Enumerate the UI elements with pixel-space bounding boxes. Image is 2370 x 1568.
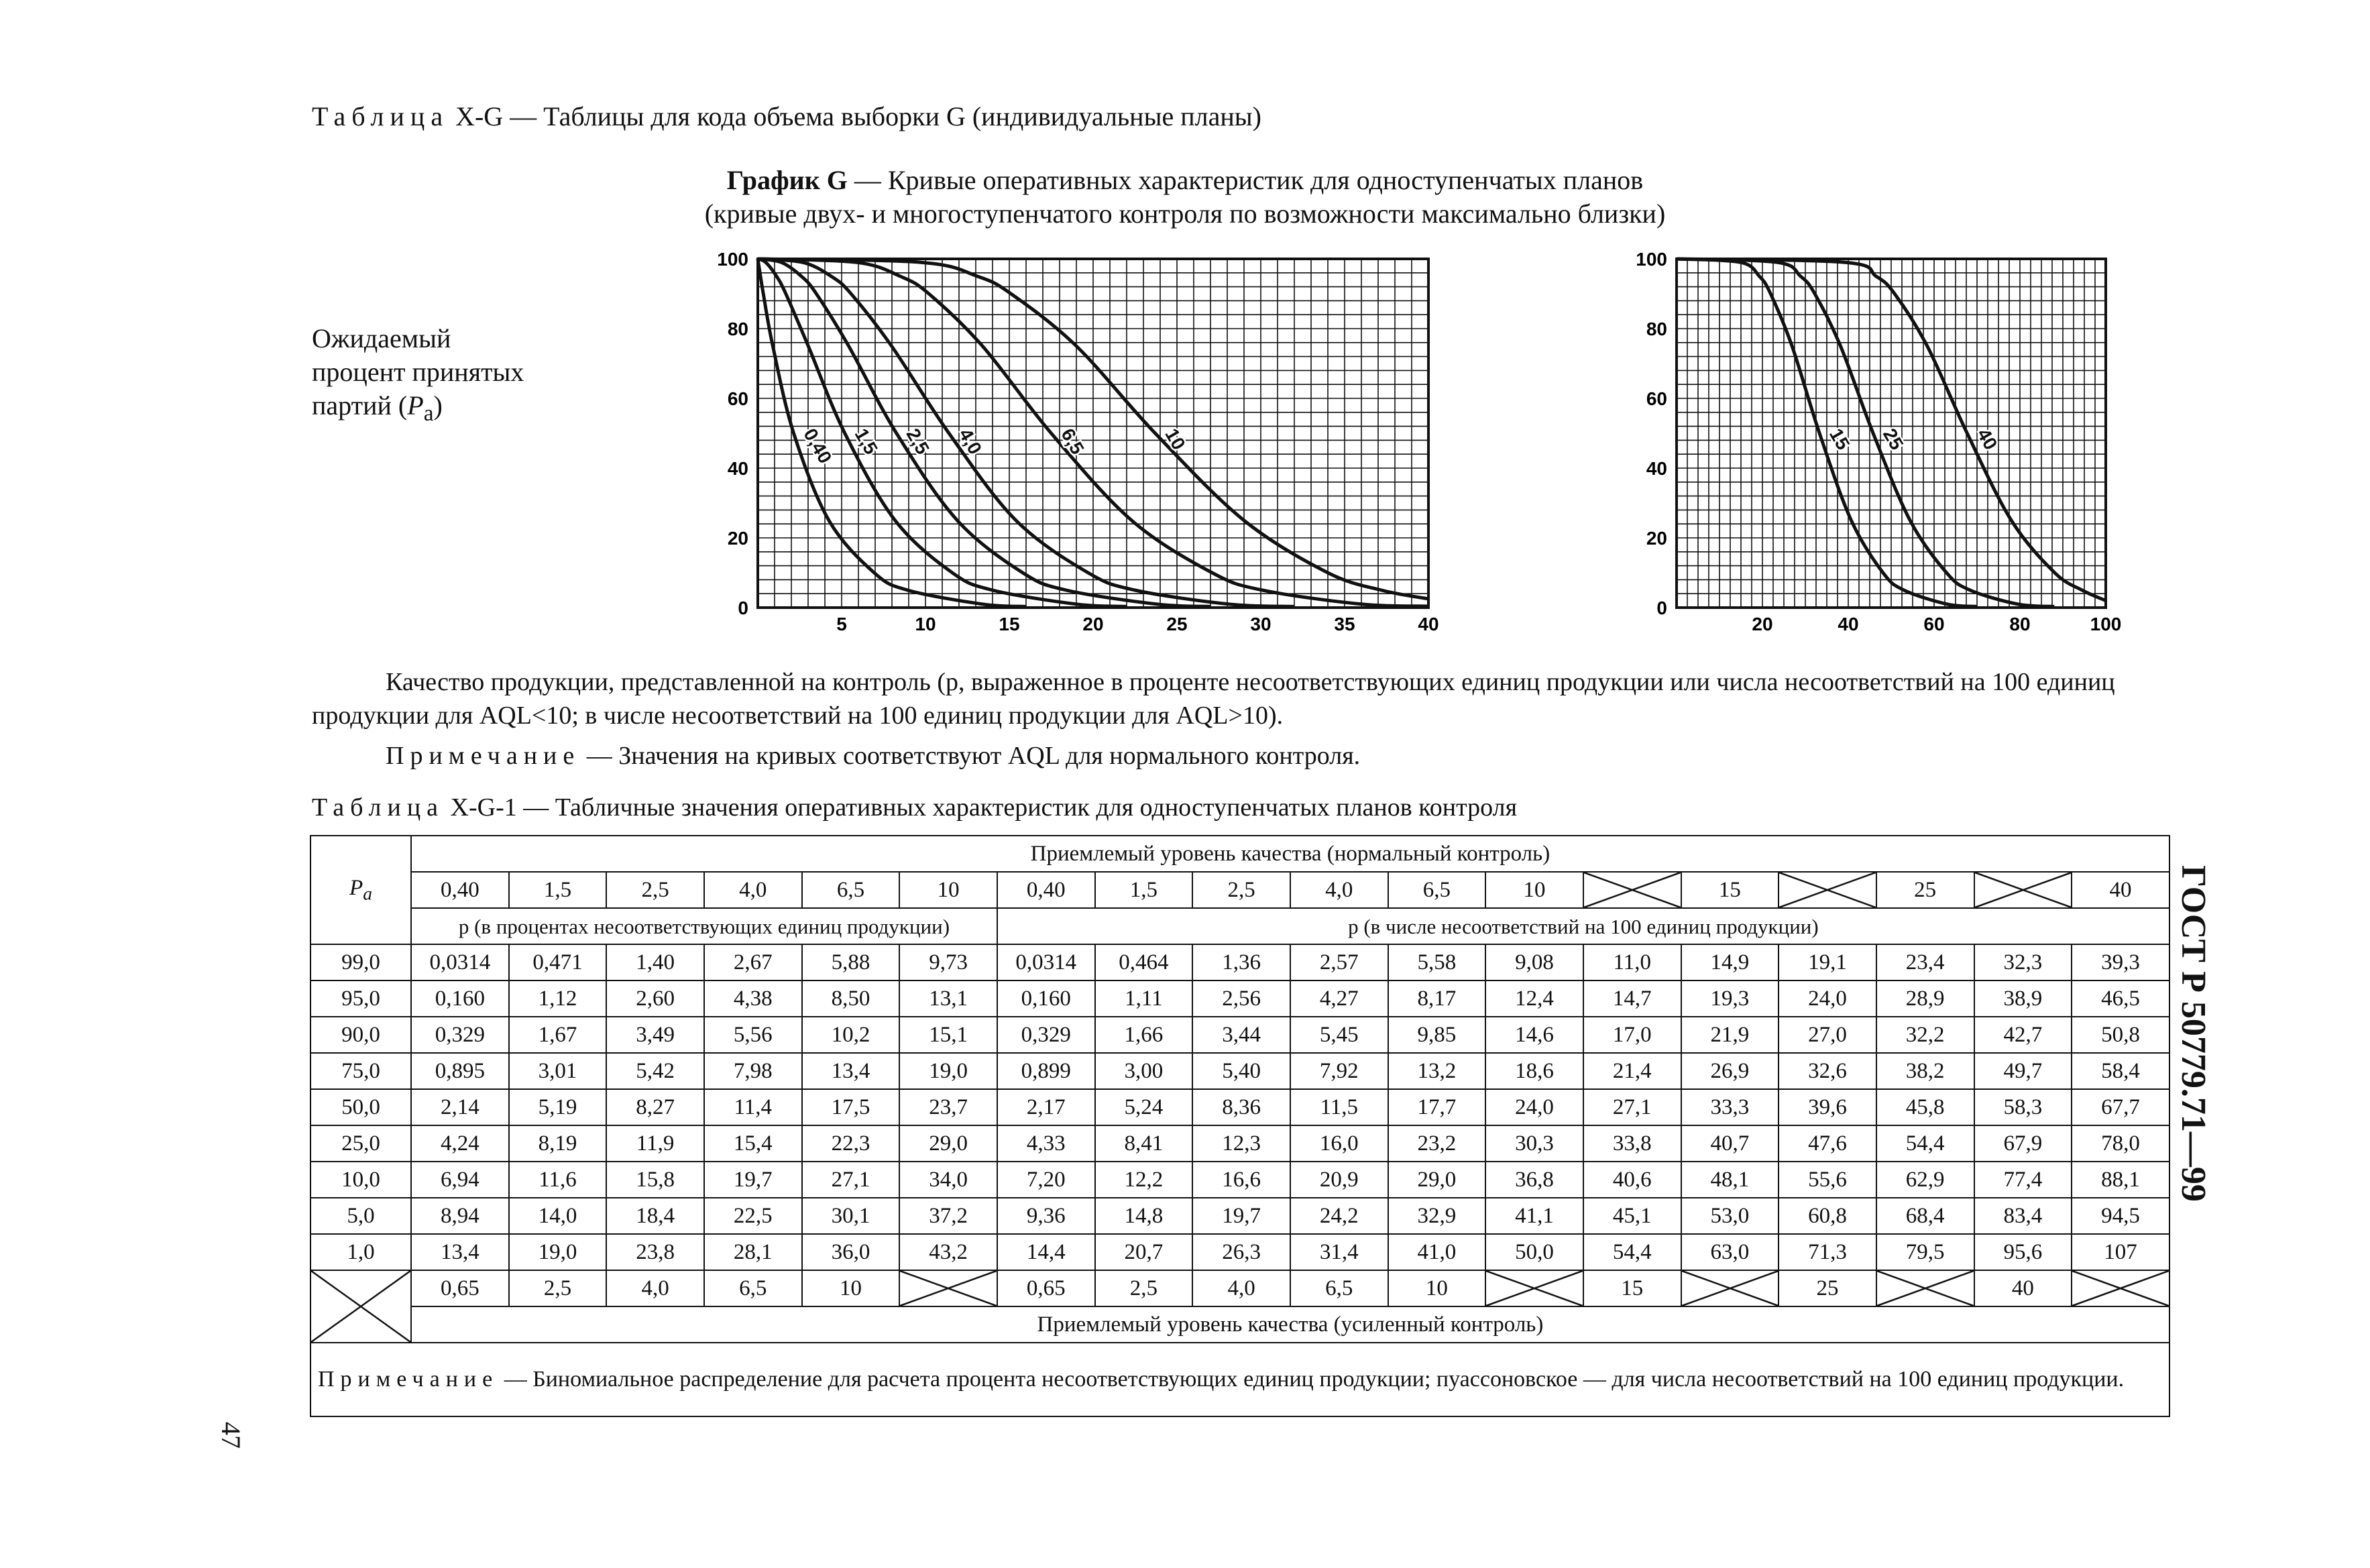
aql-normal-cell: 0,40	[411, 872, 509, 908]
p-value-cell: 7,92	[1290, 1053, 1388, 1089]
table-row	[311, 1198, 2169, 1234]
p-value-cell: 2,57	[1290, 944, 1388, 981]
aql-normal-cell: 4,0	[704, 872, 802, 908]
p-value-cell: 0,160	[997, 981, 1095, 1017]
p-value-cell: 13,2	[1388, 1053, 1486, 1089]
aql-normal-cell: 6,5	[802, 872, 900, 908]
y-tick-label: 40	[727, 458, 748, 479]
p-value-cell: 1,66	[1095, 1017, 1193, 1053]
p-value-cell: 49,7	[1974, 1053, 2072, 1089]
p-value-cell: 50,0	[1485, 1234, 1583, 1270]
oc-chart-right	[1623, 248, 2133, 651]
p-value-cell: 94,5	[2072, 1198, 2169, 1234]
p-value-cell: 12,3	[1192, 1125, 1290, 1162]
p-value-cell: 15,4	[704, 1125, 802, 1162]
p-value-cell: 8,36	[1192, 1089, 1290, 1125]
p-value-cell: 13,4	[411, 1234, 509, 1270]
x-tick-label: 25	[1166, 614, 1188, 634]
p-value-cell: 45,1	[1583, 1198, 1681, 1234]
p-value-cell: 19,7	[1192, 1198, 1290, 1234]
crossed-out-icon	[1584, 873, 1681, 907]
chart-title-line2: (кривые двух- и многоступенчатого контроля по возможности максимально близки)	[704, 199, 1666, 229]
p-value-cell: 17,5	[802, 1089, 900, 1125]
p-value-cell: 22,3	[802, 1125, 900, 1162]
pa-value: 10,0	[311, 1162, 411, 1198]
chart-title	[0, 164, 2370, 231]
aql-normal-cell: 10	[899, 872, 997, 908]
y-tick-label: 80	[727, 319, 748, 339]
y-tick-label: 100	[1636, 249, 1667, 270]
aql-tightened-cell: 25	[1779, 1270, 1876, 1306]
crossed-out-icon	[1975, 873, 2072, 907]
p-value-cell: 68,4	[1876, 1198, 1974, 1234]
curve-label: 40	[1973, 425, 2002, 453]
aql-normal-cell: 10	[1485, 872, 1583, 908]
crossed-out-icon	[1486, 1271, 1583, 1306]
p-value-cell: 19,7	[704, 1162, 802, 1198]
crossed-out-icon	[1877, 1271, 1974, 1306]
p-value-cell: 45,8	[1876, 1089, 1974, 1125]
p-value-cell: 36,8	[1485, 1162, 1583, 1198]
p-value-cell: 5,24	[1095, 1089, 1193, 1125]
p-value-cell: 53,0	[1681, 1198, 1779, 1234]
p-value-cell: 24,0	[1485, 1089, 1583, 1125]
aql-normal-cell: 1,5	[1095, 872, 1193, 908]
p-value-cell: 36,0	[802, 1234, 900, 1270]
normal-inspection-header: Приемлемый уровень качества (нормальный контроль)	[411, 836, 2169, 872]
empty-corner-cell	[311, 1270, 411, 1343]
p-value-cell: 47,6	[1779, 1125, 1876, 1162]
p-value-cell: 9,08	[1485, 944, 1583, 981]
y-tick-label: 60	[1646, 388, 1667, 409]
p-value-cell: 62,9	[1876, 1162, 1974, 1198]
p-value-cell: 0,899	[997, 1053, 1095, 1089]
x-tick-label: 20	[1082, 614, 1104, 634]
gost-side-label: ГОСТ Р 50779.71—99	[2174, 865, 2212, 1202]
p-value-cell: 54,4	[1583, 1234, 1681, 1270]
unit-per-100-header: p (в числе несоответствий на 100 единиц продукции)	[997, 908, 2169, 944]
p-value-cell: 1,11	[1095, 981, 1193, 1017]
aql-normal-cell: 25	[1876, 872, 1974, 908]
x-tick-label: 40	[1418, 614, 1439, 634]
p-value-cell: 27,1	[802, 1162, 900, 1198]
p-value-cell: 58,3	[1974, 1089, 2072, 1125]
p-value-cell: 5,45	[1290, 1017, 1388, 1053]
aql-tightened-cell	[899, 1270, 997, 1306]
y-tick-label: 20	[1646, 528, 1667, 549]
aql-normal-cell: 40	[2072, 872, 2169, 908]
p-value-cell: 13,4	[802, 1053, 900, 1089]
aql-tightened-cell: 10	[1388, 1270, 1486, 1306]
p-value-cell: 14,4	[997, 1234, 1095, 1270]
oc-curve-2-5	[758, 259, 1210, 606]
p-value-cell: 50,8	[2072, 1017, 2169, 1053]
p-value-cell: 23,4	[1876, 944, 1974, 981]
p-value-cell: 27,0	[1779, 1017, 1876, 1053]
p-value-cell: 32,3	[1974, 944, 2072, 981]
p-value-cell: 67,7	[2072, 1089, 2169, 1125]
p-value-cell: 58,4	[2072, 1053, 2169, 1089]
x-tick-label: 30	[1250, 614, 1272, 634]
aql-tightened-cell: 4,0	[606, 1270, 704, 1306]
p-value-cell: 39,6	[1779, 1089, 1876, 1125]
p-value-cell: 4,24	[411, 1125, 509, 1162]
y-label-line3: партий $(P_а)$	[312, 390, 443, 426]
p-value-cell: 1,36	[1192, 944, 1290, 981]
aql-tightened-cell: 40	[1974, 1270, 2072, 1306]
aql-normal-cell: 4,0	[1290, 872, 1388, 908]
y-axis-label	[312, 322, 524, 431]
p-value-cell: 33,8	[1583, 1125, 1681, 1162]
aql-tightened-cell: 6,5	[704, 1270, 802, 1306]
p-value-cell: 30,1	[802, 1198, 900, 1234]
p-value-cell: 95,6	[1974, 1234, 2072, 1270]
chart-title-bold: График G	[726, 165, 848, 195]
x-axis-caption: Качество продукции, представленной на контроль (p, выраженное в проценте несоответствующих единиц продукции или числа несоответствий на 100 единиц продукции для AQL<10; в числе несоответствий на 100 единиц продукции для AQL>10).	[312, 668, 2115, 730]
x-tick-label: 15	[999, 614, 1020, 634]
p-value-cell: 9,36	[997, 1198, 1095, 1234]
x-tick-label: 60	[1923, 614, 1945, 634]
p-value-cell: 33,3	[1681, 1089, 1779, 1125]
y-tick-label: 20	[727, 528, 748, 549]
aql-tightened-cell: 0,65	[997, 1270, 1095, 1306]
p-value-cell: 0,0314	[997, 944, 1095, 981]
p-value-cell: 0,160	[411, 981, 509, 1017]
p-value-cell: 0,329	[997, 1017, 1095, 1053]
p-value-cell: 15,1	[899, 1017, 997, 1053]
p-value-cell: 0,464	[1095, 944, 1193, 981]
p-value-cell: 18,6	[1485, 1053, 1583, 1089]
p-value-cell: 0,329	[411, 1017, 509, 1053]
oc-table	[310, 835, 2170, 1417]
p-value-cell: 8,27	[606, 1089, 704, 1125]
p-value-cell: 32,6	[1779, 1053, 1876, 1089]
p-value-cell: 23,8	[606, 1234, 704, 1270]
p-value-cell: 11,5	[1290, 1089, 1388, 1125]
p-value-cell: 29,0	[1388, 1162, 1486, 1198]
aql-normal-cell: 15	[1681, 872, 1779, 908]
p-value-cell: 31,4	[1290, 1234, 1388, 1270]
p-value-cell: 2,14	[411, 1089, 509, 1125]
aql-normal-cell: 6,5	[1388, 872, 1486, 908]
p-value-cell: 27,1	[1583, 1089, 1681, 1125]
aql-tightened-cell: 4,0	[1192, 1270, 1290, 1306]
p-value-cell: 14,0	[509, 1198, 607, 1234]
x-tick-label: 5	[836, 614, 847, 634]
p-value-cell: 26,3	[1192, 1234, 1290, 1270]
aql-tightened-cell: 10	[802, 1270, 900, 1306]
p-value-cell: 19,1	[1779, 944, 1876, 981]
p-value-cell: 5,40	[1192, 1053, 1290, 1089]
oc-curve-25	[1677, 259, 2054, 606]
aql-tightened-cell: 2,5	[509, 1270, 607, 1306]
p-value-cell: 29,0	[899, 1125, 997, 1162]
p-value-cell: 11,6	[509, 1162, 607, 1198]
y-tick-label: 80	[1646, 319, 1667, 339]
p-value-cell: 55,6	[1779, 1162, 1876, 1198]
p-value-cell: 21,9	[1681, 1017, 1779, 1053]
p-value-cell: 20,7	[1095, 1234, 1193, 1270]
p-value-cell: 37,2	[899, 1198, 997, 1234]
p-value-cell: 40,6	[1583, 1162, 1681, 1198]
aql-tightened-cell: 15	[1583, 1270, 1681, 1306]
table-row	[311, 944, 2169, 981]
y-tick-label: 0	[738, 598, 748, 618]
p-value-cell: 11,0	[1583, 944, 1681, 981]
crossed-out-icon	[900, 1271, 997, 1306]
table-row	[311, 981, 2169, 1017]
p-value-cell: 4,33	[997, 1125, 1095, 1162]
chart-title-line1: — Кривые оперативных характеристик для одноступенчатых планов	[847, 165, 1644, 195]
p-value-cell: 19,3	[1681, 981, 1779, 1017]
p-value-cell: 5,58	[1388, 944, 1486, 981]
p-value-cell: 5,19	[509, 1089, 607, 1125]
pa-value: 75,0	[311, 1053, 411, 1089]
curve-label: 25	[1878, 425, 1908, 453]
p-value-cell: 11,4	[704, 1089, 802, 1125]
table-row	[311, 1017, 2169, 1053]
p-value-cell: 17,7	[1388, 1089, 1486, 1125]
p-value-cell: 12,4	[1485, 981, 1583, 1017]
pa-value: 50,0	[311, 1089, 411, 1125]
p-value-cell: 11,9	[606, 1125, 704, 1162]
p-value-cell: 2,67	[704, 944, 802, 981]
p-value-cell: 14,9	[1681, 944, 1779, 981]
curve-label: 4,0	[954, 425, 986, 458]
oc-chart-left	[704, 248, 1449, 651]
p-value-cell: 5,56	[704, 1017, 802, 1053]
p-value-cell: 28,9	[1876, 981, 1974, 1017]
curve-label: 6,5	[1057, 425, 1088, 458]
table-row	[311, 1053, 2169, 1089]
aql-normal-cell: 0,40	[997, 872, 1095, 908]
p-value-cell: 23,2	[1388, 1125, 1486, 1162]
p-value-cell: 18,4	[606, 1198, 704, 1234]
p-value-cell: 17,0	[1583, 1017, 1681, 1053]
p-value-cell: 83,4	[1974, 1198, 2072, 1234]
table-note: Примечание — Биномиальное распределение для расчета процента несоответствующих единиц продукции; пуассоновское — для числа несоответствий на 100 единиц продукции.	[311, 1343, 2169, 1416]
p-value-cell: 88,1	[2072, 1162, 2169, 1198]
p-value-cell: 7,20	[997, 1162, 1095, 1198]
curve-label: 10	[1161, 425, 1190, 453]
p-value-cell: 63,0	[1681, 1234, 1779, 1270]
p-value-cell: 9,73	[899, 944, 997, 981]
y-tick-label: 100	[717, 249, 748, 270]
p-value-cell: 28,1	[704, 1234, 802, 1270]
aql-normal-cell	[1583, 872, 1681, 908]
pa-value: 25,0	[311, 1125, 411, 1162]
page-number: 47	[216, 1422, 246, 1449]
y-label-line2: процент принятых	[312, 357, 524, 387]
p-value-cell: 107	[2072, 1234, 2169, 1270]
p-value-cell: 8,19	[509, 1125, 607, 1162]
crossed-out-icon	[1779, 873, 1876, 907]
p-value-cell: 6,94	[411, 1162, 509, 1198]
p-value-cell: 14,8	[1095, 1198, 1193, 1234]
tightened-inspection-header: Приемлемый уровень качества (усиленный контроль)	[411, 1306, 2169, 1343]
p-value-cell: 19,0	[899, 1053, 997, 1089]
p-value-cell: 34,0	[899, 1162, 997, 1198]
pa-value: 95,0	[311, 981, 411, 1017]
p-value-cell: 8,17	[1388, 981, 1486, 1017]
curve-label: 1,5	[850, 425, 882, 458]
x-tick-label: 40	[1838, 614, 1859, 634]
p-value-cell: 41,0	[1388, 1234, 1486, 1270]
table2-title: Таблица X-G-1 — Табличные значения оперативных характеристик для одноступенчатых планов контроля	[312, 793, 1518, 822]
p-value-cell: 5,42	[606, 1053, 704, 1089]
y-label-line1: Ожидаемый	[312, 323, 451, 353]
p-value-cell: 42,7	[1974, 1017, 2072, 1053]
p-value-cell: 2,60	[606, 981, 704, 1017]
aql-normal-cell	[1974, 872, 2072, 908]
p-value-cell: 1,40	[606, 944, 704, 981]
x-tick-label: 35	[1334, 614, 1355, 634]
p-value-cell: 1,12	[509, 981, 607, 1017]
p-value-cell: 9,85	[1388, 1017, 1486, 1053]
p-value-cell: 0,0314	[411, 944, 509, 981]
x-tick-label: 10	[915, 614, 936, 634]
p-value-cell: 39,3	[2072, 944, 2169, 981]
p-value-cell: 14,6	[1485, 1017, 1583, 1053]
x-tick-label: 20	[1752, 614, 1773, 634]
aql-normal-cell: 2,5	[1192, 872, 1290, 908]
p-value-cell: 26,9	[1681, 1053, 1779, 1089]
p-value-cell: 60,8	[1779, 1198, 1876, 1234]
p-value-cell: 38,9	[1974, 981, 2072, 1017]
p-value-cell: 71,3	[1779, 1234, 1876, 1270]
p-value-cell: 23,7	[899, 1089, 997, 1125]
p-value-cell: 24,0	[1779, 981, 1876, 1017]
crossed-out-icon	[311, 1271, 410, 1342]
crossed-out-icon	[1682, 1271, 1779, 1306]
aql-tightened-cell	[2072, 1270, 2169, 1306]
x-tick-label: 100	[2090, 614, 2122, 634]
table-row	[311, 1089, 2169, 1125]
p-value-cell: 5,88	[802, 944, 900, 981]
p-value-cell: 43,2	[899, 1234, 997, 1270]
p-value-cell: 79,5	[1876, 1234, 1974, 1270]
p-value-cell: 20,9	[1290, 1162, 1388, 1198]
pa-value: 99,0	[311, 944, 411, 981]
oc-table-wrapper	[310, 835, 2169, 1417]
aql-normal-cell: 2,5	[606, 872, 704, 908]
p-value-cell: 32,9	[1388, 1198, 1486, 1234]
y-tick-label: 0	[1656, 598, 1667, 618]
table-row	[311, 1125, 2169, 1162]
aql-tightened-cell	[1485, 1270, 1583, 1306]
p-value-cell: 30,3	[1485, 1125, 1583, 1162]
aql-tightened-cell: 6,5	[1290, 1270, 1388, 1306]
p-value-cell: 7,98	[704, 1053, 802, 1089]
y-tick-label: 40	[1646, 458, 1667, 479]
p-value-cell: 0,895	[411, 1053, 509, 1089]
aql-tightened-cell: 2,5	[1095, 1270, 1193, 1306]
p-value-cell: 24,2	[1290, 1198, 1388, 1234]
table-row	[311, 1234, 2169, 1270]
y-tick-label: 60	[727, 388, 748, 409]
p-value-cell: 78,0	[2072, 1125, 2169, 1162]
p-value-cell: 16,6	[1192, 1162, 1290, 1198]
p-value-cell: 3,00	[1095, 1053, 1193, 1089]
p-value-cell: 14,7	[1583, 981, 1681, 1017]
aql-tightened-cell: 0,65	[411, 1270, 509, 1306]
aql-normal-cell	[1779, 872, 1876, 908]
p-value-cell: 41,1	[1485, 1198, 1583, 1234]
curve-label: 0,40	[799, 425, 836, 467]
pa-value: 90,0	[311, 1017, 411, 1053]
unit-percent-header: p (в процентах несоответствующих единиц продукции)	[411, 908, 997, 944]
x-tick-label: 80	[2009, 614, 2031, 634]
p-value-cell: 13,1	[899, 981, 997, 1017]
p-value-cell: 54,4	[1876, 1125, 1974, 1162]
aql-tightened-cell	[1876, 1270, 1974, 1306]
p-value-cell: 8,94	[411, 1198, 509, 1234]
p-value-cell: 2,17	[997, 1089, 1095, 1125]
p-value-cell: 12,2	[1095, 1162, 1193, 1198]
curve-label: 15	[1825, 425, 1854, 453]
pa-header: $P_а$	[311, 836, 411, 944]
p-value-cell: 4,38	[704, 981, 802, 1017]
table-row	[311, 1162, 2169, 1198]
p-value-cell: 67,9	[1974, 1125, 2072, 1162]
curve-label: 2,5	[902, 425, 934, 458]
p-value-cell: 16,0	[1290, 1125, 1388, 1162]
p-value-cell: 19,0	[509, 1234, 607, 1270]
p-value-cell: 3,49	[606, 1017, 704, 1053]
p-value-cell: 0,471	[509, 944, 607, 981]
p-value-cell: 21,4	[1583, 1053, 1681, 1089]
p-value-cell: 8,41	[1095, 1125, 1193, 1162]
p-value-cell: 2,56	[1192, 981, 1290, 1017]
aql-tightened-cell	[1681, 1270, 1779, 1306]
table-title: Таблица X-G — Таблицы для кода объема выборки G (индивидуальные планы)	[312, 101, 1261, 131]
pa-value: 1,0	[311, 1234, 411, 1270]
chart-note: Примечание — Значения на кривых соответствуют AQL для нормального контроля.	[386, 742, 1361, 770]
p-value-cell: 22,5	[704, 1198, 802, 1234]
aql-normal-cell: 1,5	[509, 872, 607, 908]
crossed-out-icon	[2072, 1271, 2169, 1306]
p-value-cell: 77,4	[1974, 1162, 2072, 1198]
p-value-cell: 38,2	[1876, 1053, 1974, 1089]
p-value-cell: 4,27	[1290, 981, 1388, 1017]
p-value-cell: 1,67	[509, 1017, 607, 1053]
p-value-cell: 32,2	[1876, 1017, 1974, 1053]
p-value-cell: 10,2	[802, 1017, 900, 1053]
p-value-cell: 3,44	[1192, 1017, 1290, 1053]
pa-value: 5,0	[311, 1198, 411, 1234]
p-value-cell: 3,01	[509, 1053, 607, 1089]
p-value-cell: 40,7	[1681, 1125, 1779, 1162]
p-value-cell: 8,50	[802, 981, 900, 1017]
p-value-cell: 48,1	[1681, 1162, 1779, 1198]
p-value-cell: 15,8	[606, 1162, 704, 1198]
p-value-cell: 46,5	[2072, 981, 2169, 1017]
